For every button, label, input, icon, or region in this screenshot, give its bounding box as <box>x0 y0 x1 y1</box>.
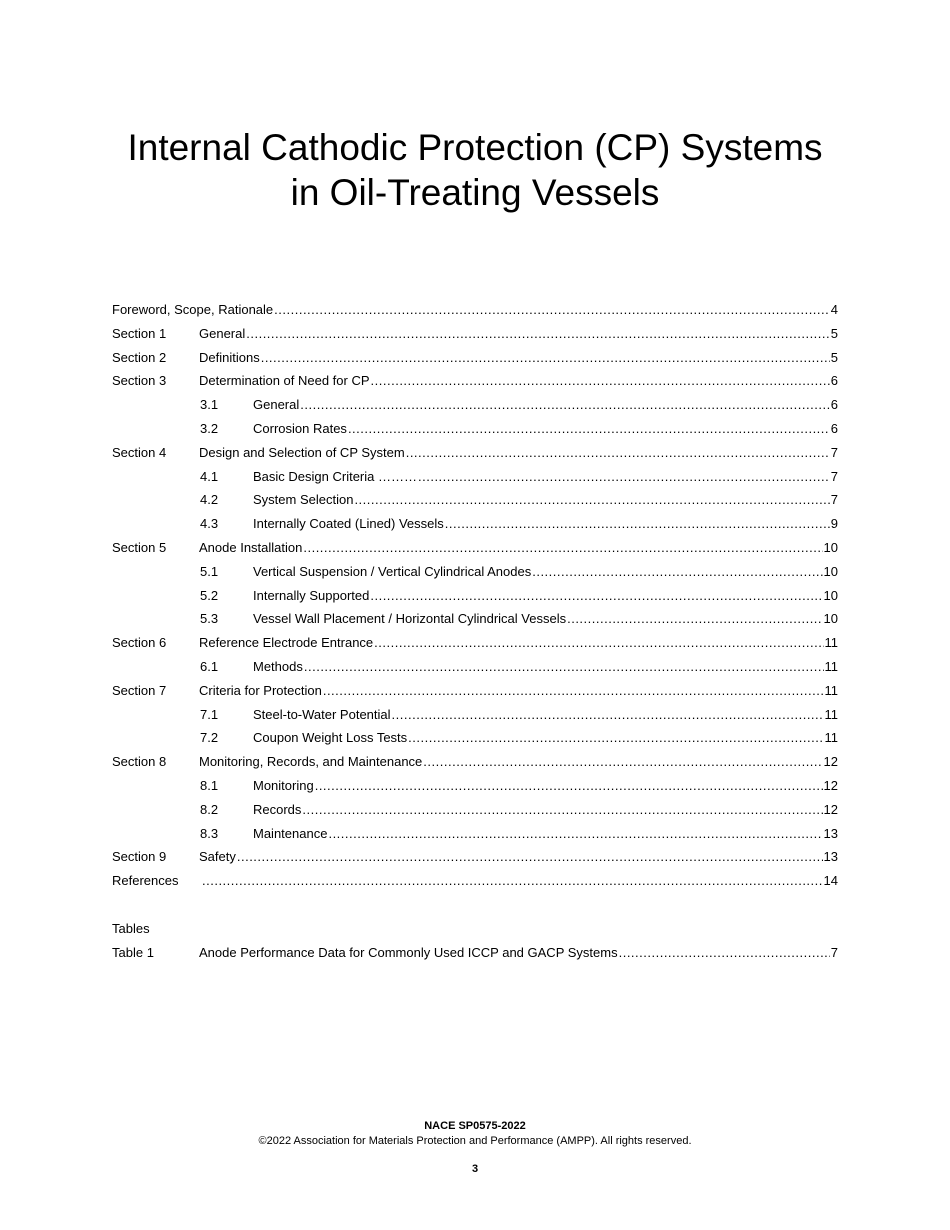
toc-entry-text: Methods <box>253 658 303 674</box>
dot-leader <box>406 441 830 465</box>
toc-page-number: 14 <box>823 873 838 889</box>
toc-entry-text: Steel-to-Water Potential <box>253 706 391 722</box>
dot-leader <box>348 417 830 441</box>
toc-subsection-number: 8.1 <box>200 777 219 793</box>
toc-section-label: Section 1 <box>112 325 167 341</box>
dot-leader <box>423 750 822 774</box>
toc-entry-text: Monitoring <box>253 777 314 793</box>
dot-leader <box>371 369 830 393</box>
toc-table-label: Table 1 <box>112 944 154 960</box>
toc-section-label: Section 2 <box>112 349 167 365</box>
toc-entry-text: System Selection <box>253 492 354 508</box>
dot-leader <box>323 679 824 703</box>
toc-entry-text: Criteria for Protection <box>199 682 322 698</box>
toc-page-number: 6 <box>830 420 838 436</box>
dot-leader <box>274 298 830 322</box>
toc-subsection-number: 3.2 <box>200 420 219 436</box>
toc-page-number: 7 <box>830 468 838 484</box>
toc-entry-section-8[interactable] <box>112 750 838 774</box>
toc-entry-section-2[interactable] <box>112 346 838 370</box>
toc-entry-4-2[interactable] <box>112 488 838 512</box>
toc-section-label: Section 8 <box>112 754 167 770</box>
toc-page-number: 6 <box>830 373 838 389</box>
toc-entry-text: Design and Selection of CP System <box>199 444 405 460</box>
toc-entry-section-6[interactable] <box>112 631 838 655</box>
dot-leader <box>567 607 822 631</box>
toc-subsection-number: 4.3 <box>200 516 219 532</box>
toc-section-label: Section 6 <box>112 635 167 651</box>
toc-page-number: 11 <box>824 682 838 698</box>
toc-page-number: 11 <box>824 635 838 651</box>
toc-entry-3-2[interactable] <box>112 417 838 441</box>
dot-leader <box>354 488 829 512</box>
toc-page-number: 10 <box>823 611 838 627</box>
toc-entry-text: Anode Performance Data for Commonly Used ICCP and GACP Systems <box>199 944 618 960</box>
toc-entry-section-4[interactable] <box>112 441 838 465</box>
toc-entry-section-5[interactable] <box>112 536 838 560</box>
title-line-2: in Oil-Treating Vessels <box>290 172 660 213</box>
toc-entry-text: Basic Design Criteria ……… <box>253 468 417 484</box>
toc-entry-5-1[interactable] <box>112 560 838 584</box>
toc-page-number: 7 <box>830 944 838 960</box>
toc-entry-text: Corrosion Rates <box>253 420 347 436</box>
toc-page-number: 7 <box>830 492 838 508</box>
toc-page-number: 11 <box>824 706 838 722</box>
dot-leader <box>300 393 830 417</box>
dot-leader <box>370 584 822 608</box>
toc-entry-5-3[interactable] <box>112 607 838 631</box>
toc-entry-8-1[interactable] <box>112 774 838 798</box>
dot-leader <box>445 512 830 536</box>
toc-page-number: 11 <box>824 658 838 674</box>
toc-subsection-number: 5.1 <box>200 563 219 579</box>
toc-entry-7-1[interactable] <box>112 703 838 727</box>
dot-leader <box>237 845 823 869</box>
toc-subsection-number: 8.2 <box>200 801 219 817</box>
toc-entry-text: Anode Installation <box>199 539 303 555</box>
toc-entry-8-2[interactable] <box>112 798 838 822</box>
toc-page-number: 9 <box>830 516 838 532</box>
toc-subsection-number: 4.2 <box>200 492 219 508</box>
dot-leader <box>304 655 824 679</box>
toc-entry-6-1[interactable] <box>112 655 838 679</box>
title-line-1: Internal Cathodic Protection (CP) Systems <box>127 127 823 168</box>
toc-entry-section-9[interactable] <box>112 845 838 869</box>
footer-standard-id: NACE SP0575-2022 <box>424 1120 526 1132</box>
toc-page-number: 10 <box>823 587 838 603</box>
toc-section-label: References <box>112 873 179 889</box>
dot-leader <box>302 798 822 822</box>
table-of-contents <box>112 298 838 965</box>
toc-page-number: 4 <box>830 302 838 317</box>
toc-entry-text: Determination of Need for CP <box>199 373 370 389</box>
toc-page-number: 5 <box>830 325 838 341</box>
dot-leader <box>392 703 824 727</box>
tables-heading: Tables <box>112 920 150 936</box>
toc-entry-text: Internally Coated (Lined) Vessels <box>253 516 444 532</box>
toc-subsection-number: 5.2 <box>200 587 219 603</box>
toc-page-number: 5 <box>830 349 838 365</box>
dot-leader <box>303 536 822 560</box>
toc-entry-text: Monitoring, Records, and Maintenance <box>199 754 423 770</box>
dot-leader <box>328 822 822 846</box>
toc-entry-text: Coupon Weight Loss Tests <box>253 730 408 746</box>
toc-entry-text: Maintenance <box>253 825 328 841</box>
toc-page-number: 11 <box>824 730 838 746</box>
toc-section-label: Section 7 <box>112 682 167 698</box>
toc-entry-3-1[interactable] <box>112 393 838 417</box>
toc-entry-4-1[interactable] <box>112 465 838 489</box>
toc-entry-4-3[interactable] <box>112 512 838 536</box>
toc-page-number: 12 <box>823 754 838 770</box>
footer-copyright: ©2022 Association for Materials Protection and Performance (AMPP). All rights reserved. <box>258 1135 692 1147</box>
toc-page-number: 6 <box>830 397 838 413</box>
toc-entry-text: Definitions <box>199 349 260 365</box>
toc-section-label: Section 5 <box>112 539 167 555</box>
toc-entry-text: General <box>199 325 246 341</box>
toc-subsection-number: 7.1 <box>200 706 219 722</box>
toc-page-number: 12 <box>823 777 838 793</box>
toc-entry-7-2[interactable] <box>112 726 838 750</box>
footer-page-number: 3 <box>471 1163 479 1175</box>
toc-subsection-number: 5.3 <box>200 611 219 627</box>
toc-page-number: 13 <box>823 849 838 865</box>
toc-entry-section-3[interactable] <box>112 369 838 393</box>
toc-entry-references[interactable] <box>112 869 838 893</box>
toc-entry-5-2[interactable] <box>112 584 838 608</box>
toc-entry-text: Foreword, Scope, Rationale <box>112 302 274 317</box>
toc-page-number: 7 <box>830 444 838 460</box>
toc-entry-table-1[interactable] <box>112 941 838 965</box>
dot-leader <box>315 774 823 798</box>
toc-section-label: Section 4 <box>112 444 167 460</box>
toc-entry-text: General <box>253 397 300 413</box>
toc-entry-text: Records <box>253 801 302 817</box>
toc-subsection-number: 3.1 <box>200 397 219 413</box>
toc-entry-text: Safety <box>199 849 236 865</box>
toc-entry-text: Internally Supported <box>253 587 370 603</box>
dot-leader <box>246 322 830 346</box>
toc-entry-section-1[interactable] <box>112 322 838 346</box>
dot-leader <box>408 726 823 750</box>
dot-leader <box>202 869 823 893</box>
toc-section-label: Section 3 <box>112 373 167 389</box>
dot-leader <box>619 941 830 965</box>
dot-leader <box>532 560 822 584</box>
toc-page-number: 13 <box>823 825 838 841</box>
toc-subsection-number: 4.1 <box>200 468 219 484</box>
toc-page-number: 10 <box>823 539 838 555</box>
toc-entry-text: Vessel Wall Placement / Horizontal Cylindrical Vessels <box>253 611 567 627</box>
toc-entry-text: Reference Electrode Entrance <box>199 635 374 651</box>
toc-subsection-number: 6.1 <box>200 658 219 674</box>
toc-section-label: Section 9 <box>112 849 167 865</box>
toc-page-number: 12 <box>823 801 838 817</box>
toc-subsection-number: 7.2 <box>200 730 219 746</box>
document-title <box>0 125 950 215</box>
toc-subsection-number: 8.3 <box>200 825 219 841</box>
dot-leader <box>374 631 823 655</box>
toc-entry-8-3[interactable] <box>112 822 838 846</box>
toc-page-number: 10 <box>823 563 838 579</box>
toc-entry-foreword[interactable] <box>112 298 838 322</box>
toc-entry-section-7[interactable] <box>112 679 838 703</box>
dot-leader <box>418 465 830 489</box>
dot-leader <box>261 346 830 370</box>
toc-entry-text: Vertical Suspension / Vertical Cylindrical Anodes <box>253 563 532 579</box>
